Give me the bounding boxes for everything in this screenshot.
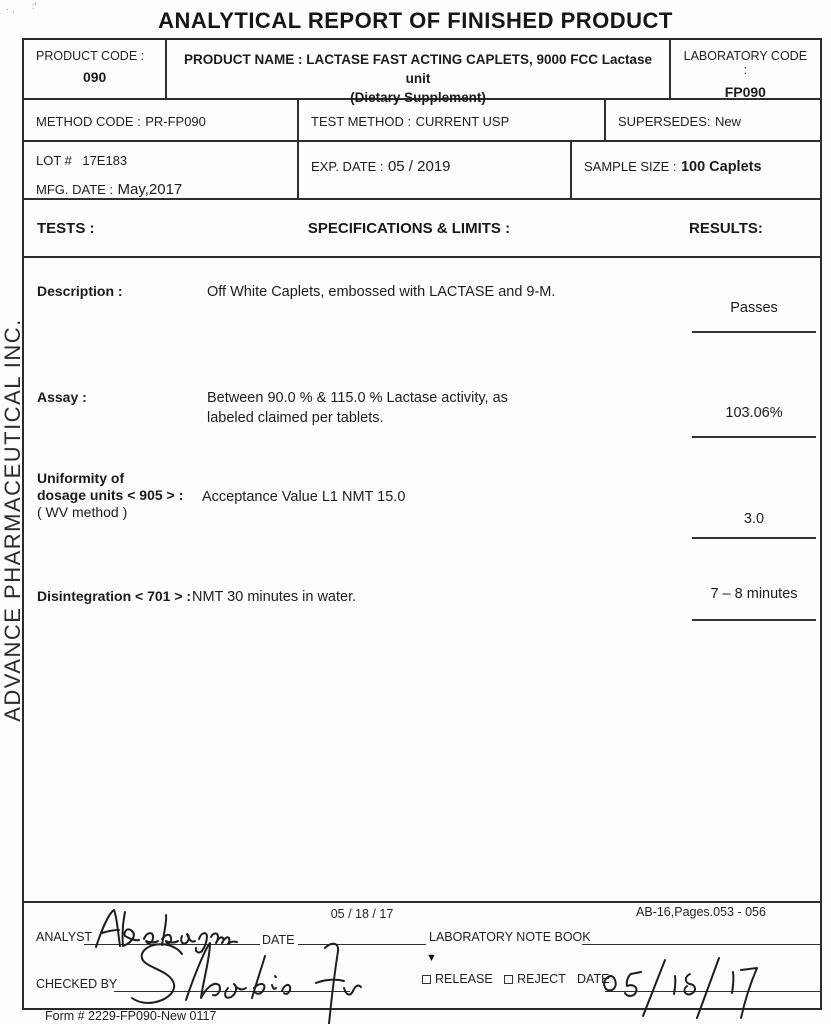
analyst-date-value: 05 / 18 / 17 (330, 907, 394, 921)
laboratory-code-cell (671, 40, 820, 98)
supersedes-label: SUPERSEDES: (618, 114, 711, 129)
laboratory-code-label: LABORATORY CODE : (683, 49, 808, 77)
release-label: RELEASE (435, 972, 493, 986)
form-number: Form # 2229-FP090-New 0117 (45, 1009, 217, 1023)
scan-artifact: ·﹐ (6, 4, 18, 14)
method-code-cell (24, 100, 299, 140)
test-method-value: CURRENT USP (415, 114, 510, 129)
result-underline (692, 436, 816, 438)
notebook-value: AB-16,Pages.053 - 056 (636, 905, 766, 919)
result-underline (692, 331, 816, 333)
test-name-line: ( WV method ) (37, 504, 128, 520)
exp-date-cell (299, 142, 572, 198)
lot-label: LOT # (36, 153, 72, 168)
results-column-header: RESULTS: (689, 220, 763, 237)
result-underline (692, 619, 816, 621)
test-spec-description: Off White Caplets, embossed with LACTASE and 9-M. (207, 284, 556, 300)
lot-mfg-cell (24, 142, 299, 198)
sample-size-label: SAMPLE SIZE : (584, 159, 677, 174)
test-result-description: Passes (730, 300, 778, 316)
analyst-label: ANALYST (36, 930, 93, 944)
spec-line: Between 90.0 % & 115.0 % Lactase activity, as (207, 390, 508, 406)
release-checkbox (422, 975, 431, 984)
product-code-label: PRODUCT CODE : (36, 49, 145, 63)
method-code-value: PR-FP090 (145, 114, 206, 129)
test-spec-uniformity: Acceptance Value L1 NMT 15.0 (202, 489, 406, 505)
product-code-value: 090 (82, 69, 107, 85)
mfg-date-value: May,2017 (117, 181, 183, 198)
header-row-3 (24, 142, 820, 200)
scan-artifact: :’ (32, 1, 37, 11)
mfg-date-label: MFG. DATE : (36, 182, 114, 197)
test-method-cell (299, 100, 606, 140)
test-result-disintegration: 7 – 8 minutes (710, 586, 798, 602)
spec-line: labeled claimed per tablets. (207, 410, 384, 426)
result-underline (692, 537, 816, 539)
sample-size-cell (572, 142, 820, 198)
laboratory-code-value: FP090 (724, 84, 766, 100)
sample-size-value: 100 Caplets (680, 159, 762, 175)
reject-checkbox (504, 975, 513, 984)
supersedes-cell (606, 100, 820, 140)
analyst-date-label: DATE (262, 933, 295, 947)
test-spec-disintegration: NMT 30 minutes in water. (192, 589, 357, 605)
test-result-assay: 103.06% (725, 405, 783, 421)
product-name-value: LACTASE FAST ACTING CAPLETS, 9000 FCC Lactase unit (306, 52, 653, 86)
supersedes-value: New (714, 114, 741, 129)
test-name-line: Uniformity of (37, 470, 125, 486)
test-result-uniformity: 3.0 (743, 511, 765, 527)
test-spec-assay (207, 388, 508, 428)
notebook-label: LABORATORY NOTE BOOK (429, 930, 591, 944)
page-title: ANALYTICAL REPORT OF FINISHED PRODUCT (158, 8, 673, 33)
release-marker-icon: ▼ (426, 952, 437, 964)
test-method-label: TEST METHOD : (311, 114, 412, 129)
release-reject-group (422, 972, 609, 986)
product-name-label: PRODUCT NAME : (183, 52, 303, 67)
tests-column-header: TESTS : (37, 220, 95, 237)
test-name-assay: Assay : (37, 389, 87, 405)
test-name-description: Description : (37, 283, 123, 299)
test-name-line: dosage units < 905 > : (37, 487, 184, 503)
company-name-vertical: ADVANCE PHARMACEUTICAL INC. (0, 318, 25, 722)
release-date-label: DATE (577, 972, 610, 986)
tests-body (24, 258, 820, 903)
header-row-1 (24, 40, 820, 105)
header-row-2 (24, 100, 820, 142)
checked-by-label: CHECKED BY (36, 977, 118, 991)
lot-value: 17E183 (82, 153, 128, 168)
product-name-subline: (Dietary Supplement) (350, 90, 486, 105)
test-name-uniformity (37, 470, 183, 521)
report-form-table (22, 38, 822, 1010)
method-code-label: METHOD CODE : (36, 114, 141, 129)
reject-label: REJECT (517, 972, 566, 986)
signature-section (24, 903, 820, 1008)
release-date-handwritten (595, 946, 785, 1022)
exp-date-value: 05 / 2019 (387, 158, 451, 175)
column-header-row (24, 200, 820, 258)
test-name-disintegration: Disintegration < 701 > : (37, 588, 192, 604)
specs-column-header: SPECIFICATIONS & LIMITS : (307, 220, 511, 237)
exp-date-label: EXP. DATE : (311, 159, 384, 174)
product-name-line (179, 50, 656, 88)
product-name-cell (167, 40, 670, 105)
product-code-cell (24, 40, 167, 98)
notebook-line (582, 944, 820, 945)
